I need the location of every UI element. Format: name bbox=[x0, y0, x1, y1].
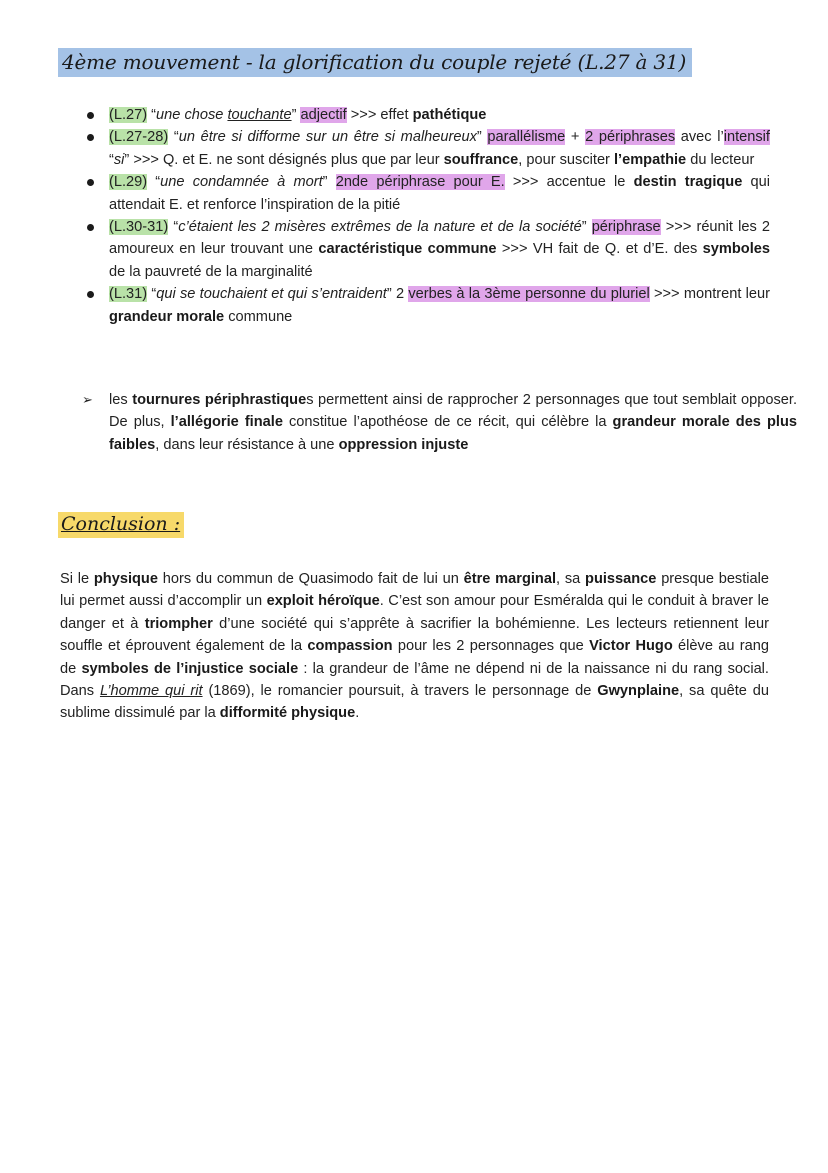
key-term: puissance bbox=[585, 571, 657, 587]
text: presque bestiale lui permet aussi d’accomplir un bbox=[60, 571, 770, 610]
key-term: Victor Hugo bbox=[589, 638, 673, 655]
list-item bbox=[62, 104, 770, 126]
line-reference: (L.27-28) bbox=[109, 129, 169, 146]
text: commune bbox=[224, 308, 293, 325]
quotation bbox=[156, 107, 292, 123]
text: les bbox=[109, 392, 133, 408]
text: ” bbox=[291, 107, 301, 123]
line-reference: (L.29) bbox=[109, 174, 148, 191]
list-item bbox=[62, 216, 770, 283]
text: “ bbox=[109, 151, 114, 168]
text: “ bbox=[147, 107, 157, 123]
key-term: grandeur morale des plus faibles bbox=[109, 414, 797, 453]
quotation: c’étaient les 2 misères extrêmes de la nature et de la société bbox=[178, 219, 582, 236]
list-item bbox=[62, 283, 770, 328]
quotation: une condamnée à mort bbox=[160, 174, 323, 191]
text: : la grandeur de l’âme ne dépend ni de la naissance ni du rang social. Dans bbox=[60, 660, 769, 700]
key-term: caractéristique commune bbox=[318, 241, 497, 258]
line-reference: (L.27) bbox=[109, 107, 148, 123]
text: avec l’ bbox=[675, 129, 724, 146]
figure-highlight: parallélisme bbox=[487, 129, 566, 146]
line-reference: (L.31) bbox=[109, 286, 148, 303]
text: , dans leur résistance à une bbox=[155, 436, 339, 453]
conclusion-title: Conclusion : bbox=[58, 512, 184, 538]
key-term: symboles de l’injustice sociale bbox=[81, 660, 299, 677]
figure-highlight: périphrase bbox=[591, 219, 661, 236]
key-term: exploit héroïque bbox=[266, 593, 380, 610]
key-term: l’allégorie finale bbox=[170, 414, 283, 431]
key-term: Gwynplaine bbox=[597, 683, 680, 700]
summary-paragraph bbox=[82, 389, 797, 456]
text: . C’est son amour pour Esméralda qui le conduit à braver le danger et à bbox=[60, 593, 770, 632]
text: ” bbox=[476, 129, 488, 146]
underlined-word: touchante bbox=[227, 107, 292, 123]
text: . bbox=[355, 705, 360, 722]
text: >>> montrent leur bbox=[649, 286, 770, 303]
text: hors du commun de Quasimodo fait de lui un bbox=[157, 571, 464, 587]
text: , pour susciter bbox=[518, 151, 614, 168]
text: + bbox=[565, 129, 586, 146]
conclusion-paragraph bbox=[60, 568, 769, 725]
text: “ bbox=[168, 219, 179, 236]
key-term: l’empathie bbox=[613, 151, 687, 168]
text: constitue l’apothéose de ce récit, qui célèbre la bbox=[282, 414, 613, 431]
text: pour les 2 personnages que bbox=[392, 638, 590, 655]
text: élève au rang de bbox=[60, 638, 769, 677]
figure-highlight: 2 périphrases bbox=[585, 129, 676, 146]
text: ” bbox=[581, 219, 592, 236]
text: >>> VH fait de Q. et d’E. des bbox=[496, 241, 703, 258]
quotation: qui se touchaient et qui s’entraident bbox=[156, 286, 387, 303]
text: ” >>> Q. et E. ne sont désignés plus que par leur bbox=[124, 151, 444, 168]
figure-highlight: verbes à la 3ème personne du pluriel bbox=[408, 286, 650, 303]
text: >>> réunit les 2 amoureux en leur trouvant une bbox=[109, 219, 770, 258]
text: “ bbox=[168, 129, 179, 146]
key-term: tournures périphrastique bbox=[132, 392, 307, 408]
text: “ bbox=[147, 286, 157, 303]
key-term: grandeur morale bbox=[109, 308, 225, 325]
list-item bbox=[62, 126, 770, 171]
quote-text: une chose bbox=[156, 107, 228, 123]
quotation: si bbox=[113, 151, 125, 168]
key-term: être marginal bbox=[463, 571, 557, 587]
text: Si le bbox=[60, 571, 94, 587]
key-term: pathétique bbox=[412, 107, 487, 123]
quotation: un être si difforme sur un être si malheureux bbox=[178, 129, 477, 146]
figure-highlight: intensif bbox=[723, 129, 770, 146]
arrow-bullet-icon: ➢ bbox=[82, 392, 93, 407]
book-title: L’homme qui rit bbox=[99, 683, 203, 700]
key-term: physique bbox=[93, 571, 158, 587]
list-item bbox=[62, 171, 770, 216]
text: d’une société qui s’apprête à sacrifier la bohémienne. Les lecteurs retiennent leur souffle et éprouvent également de la bbox=[60, 615, 769, 655]
section-title: 4ème mouvement - la glorification du couple rejeté (L.27 à 31) bbox=[58, 48, 692, 77]
text: , sa bbox=[556, 571, 586, 587]
text: s permettent ainsi de rapprocher 2 personnages que tout semblait opposer. De plus, bbox=[109, 392, 797, 431]
text: (1869), le romancier poursuit, à travers le personnage de bbox=[202, 683, 598, 700]
key-term: destin tragique bbox=[633, 174, 743, 191]
key-term: oppression injuste bbox=[338, 436, 469, 453]
text: ” 2 bbox=[386, 286, 409, 303]
text: >>> effet bbox=[346, 107, 413, 123]
text: qui attendait E. et renforce l’inspiration de la pitié bbox=[109, 174, 770, 213]
text: “ bbox=[147, 174, 161, 191]
key-term: difformité physique bbox=[219, 705, 356, 722]
key-term: symboles bbox=[702, 241, 770, 258]
text: >>> accentue le bbox=[504, 174, 634, 191]
key-term: compassion bbox=[307, 638, 393, 655]
line-reference: (L.30-31) bbox=[109, 219, 169, 236]
figure-highlight: 2nde périphrase pour E. bbox=[335, 174, 505, 191]
text: ” bbox=[322, 174, 336, 191]
figure-highlight: adjectif bbox=[300, 107, 347, 123]
text: du lecteur bbox=[686, 151, 755, 168]
text: , sa quête du sublime dissimulé par la bbox=[60, 683, 769, 722]
key-term: souffrance bbox=[443, 151, 519, 168]
text: de la pauvreté de la marginalité bbox=[109, 263, 313, 280]
analysis-list bbox=[62, 104, 770, 328]
key-term: triompher bbox=[144, 615, 213, 632]
